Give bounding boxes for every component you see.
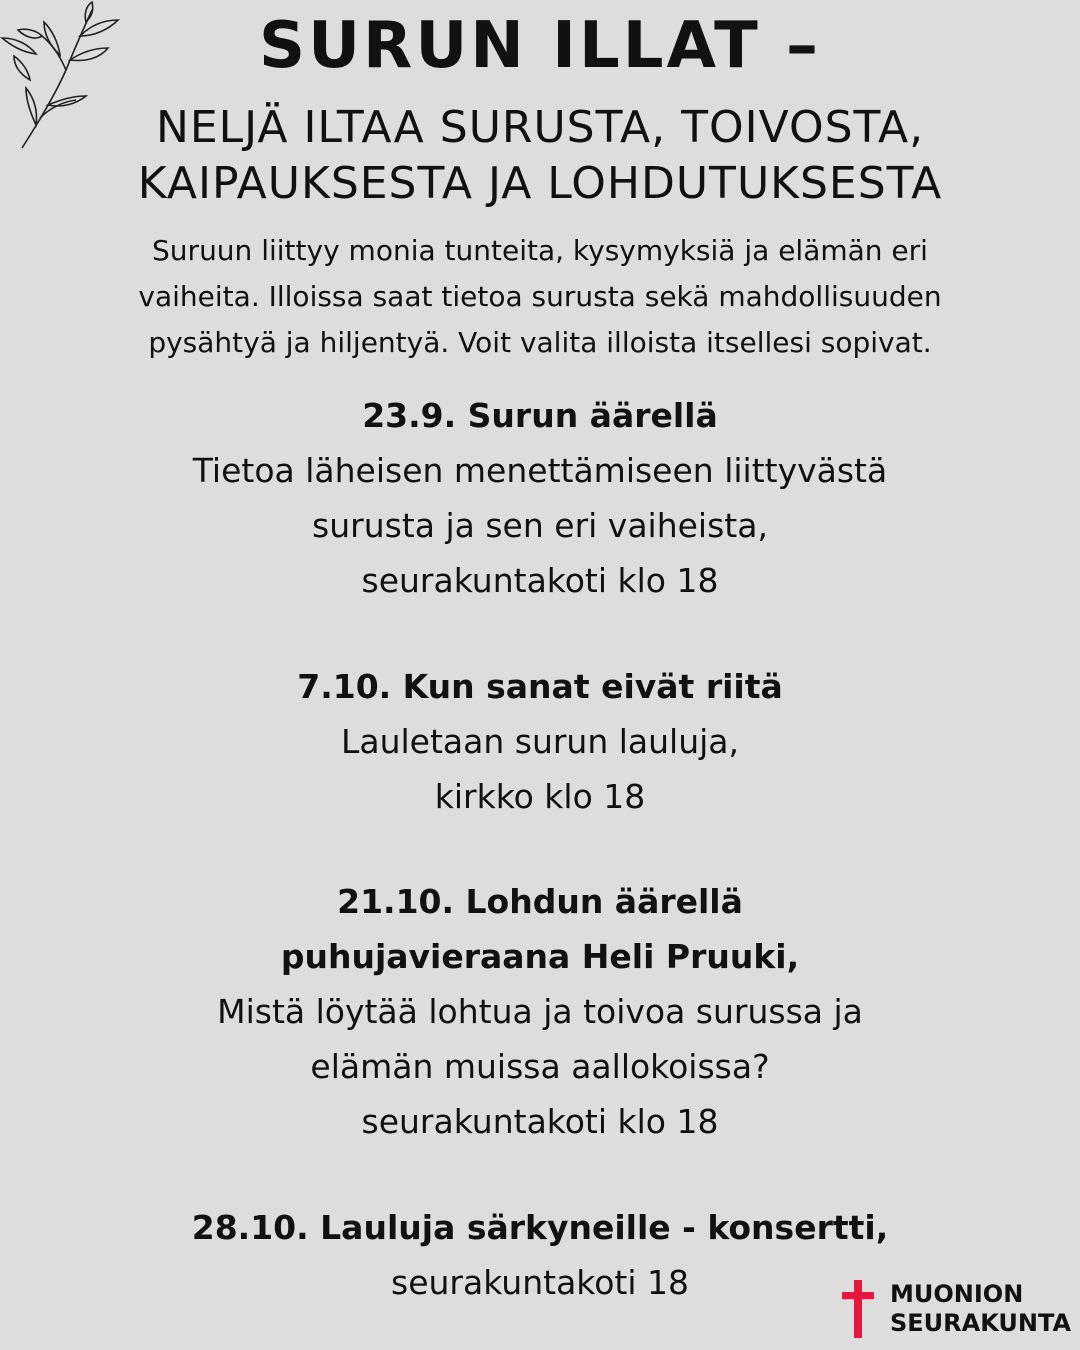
event-1 — [40, 388, 1040, 608]
event-detail: Tietoa läheisen menettämiseen liittyvästä — [192, 451, 888, 490]
event-heading: 28.10. Lauluja särkyneille - konsertti, — [191, 1208, 889, 1247]
event-detail: elämän muissa aallokoissa? — [310, 1047, 770, 1086]
event-heading: 21.10. Lohdun äärellä — [337, 882, 743, 921]
intro-paragraph — [60, 228, 1020, 366]
logo-text — [890, 1280, 1071, 1338]
event-detail: seurakuntakoti klo 18 — [361, 1102, 719, 1141]
event-3 — [40, 874, 1040, 1149]
intro-line: vaiheita. Illoissa saat tietoa surusta sekä mahdollisuuden — [138, 280, 942, 313]
event-heading: puhujavieraana Heli Pruuki, — [280, 937, 800, 976]
event-detail: surusta ja sen eri vaiheista, — [312, 506, 768, 545]
cross-icon — [838, 1280, 878, 1338]
subtitle-line: KAIPAUKSESTA JA LOHDUTUKSESTA — [137, 158, 943, 209]
page-title: SURUN ILLAT – — [258, 9, 822, 83]
event-2 — [40, 659, 1040, 824]
event-detail: kirkko klo 18 — [434, 777, 646, 816]
logo-line: SEURAKUNTA — [890, 1309, 1072, 1337]
event-detail: Lauletaan surun lauluja, — [340, 722, 740, 761]
event-detail: seurakuntakoti 18 — [391, 1263, 689, 1302]
event-heading: 23.9. Surun äärellä — [362, 396, 718, 435]
subtitle — [0, 100, 1080, 212]
intro-line: pysähtyä ja hiljentyä. Voit valita illoista itsellesi sopivat. — [148, 326, 932, 359]
intro-line: Suruun liittyy monia tunteita, kysymyksiä ja elämän eri — [152, 234, 928, 267]
event-detail: seurakuntakoti klo 18 — [361, 561, 719, 600]
event-detail: Mistä löytää lohtua ja toivoa surussa ja — [217, 992, 863, 1031]
subtitle-line: NELJÄ ILTAA SURUSTA, TOIVOSTA, — [155, 102, 925, 153]
logo-line: MUONION — [890, 1280, 1024, 1308]
event-heading: 7.10. Kun sanat eivät riitä — [297, 667, 783, 706]
